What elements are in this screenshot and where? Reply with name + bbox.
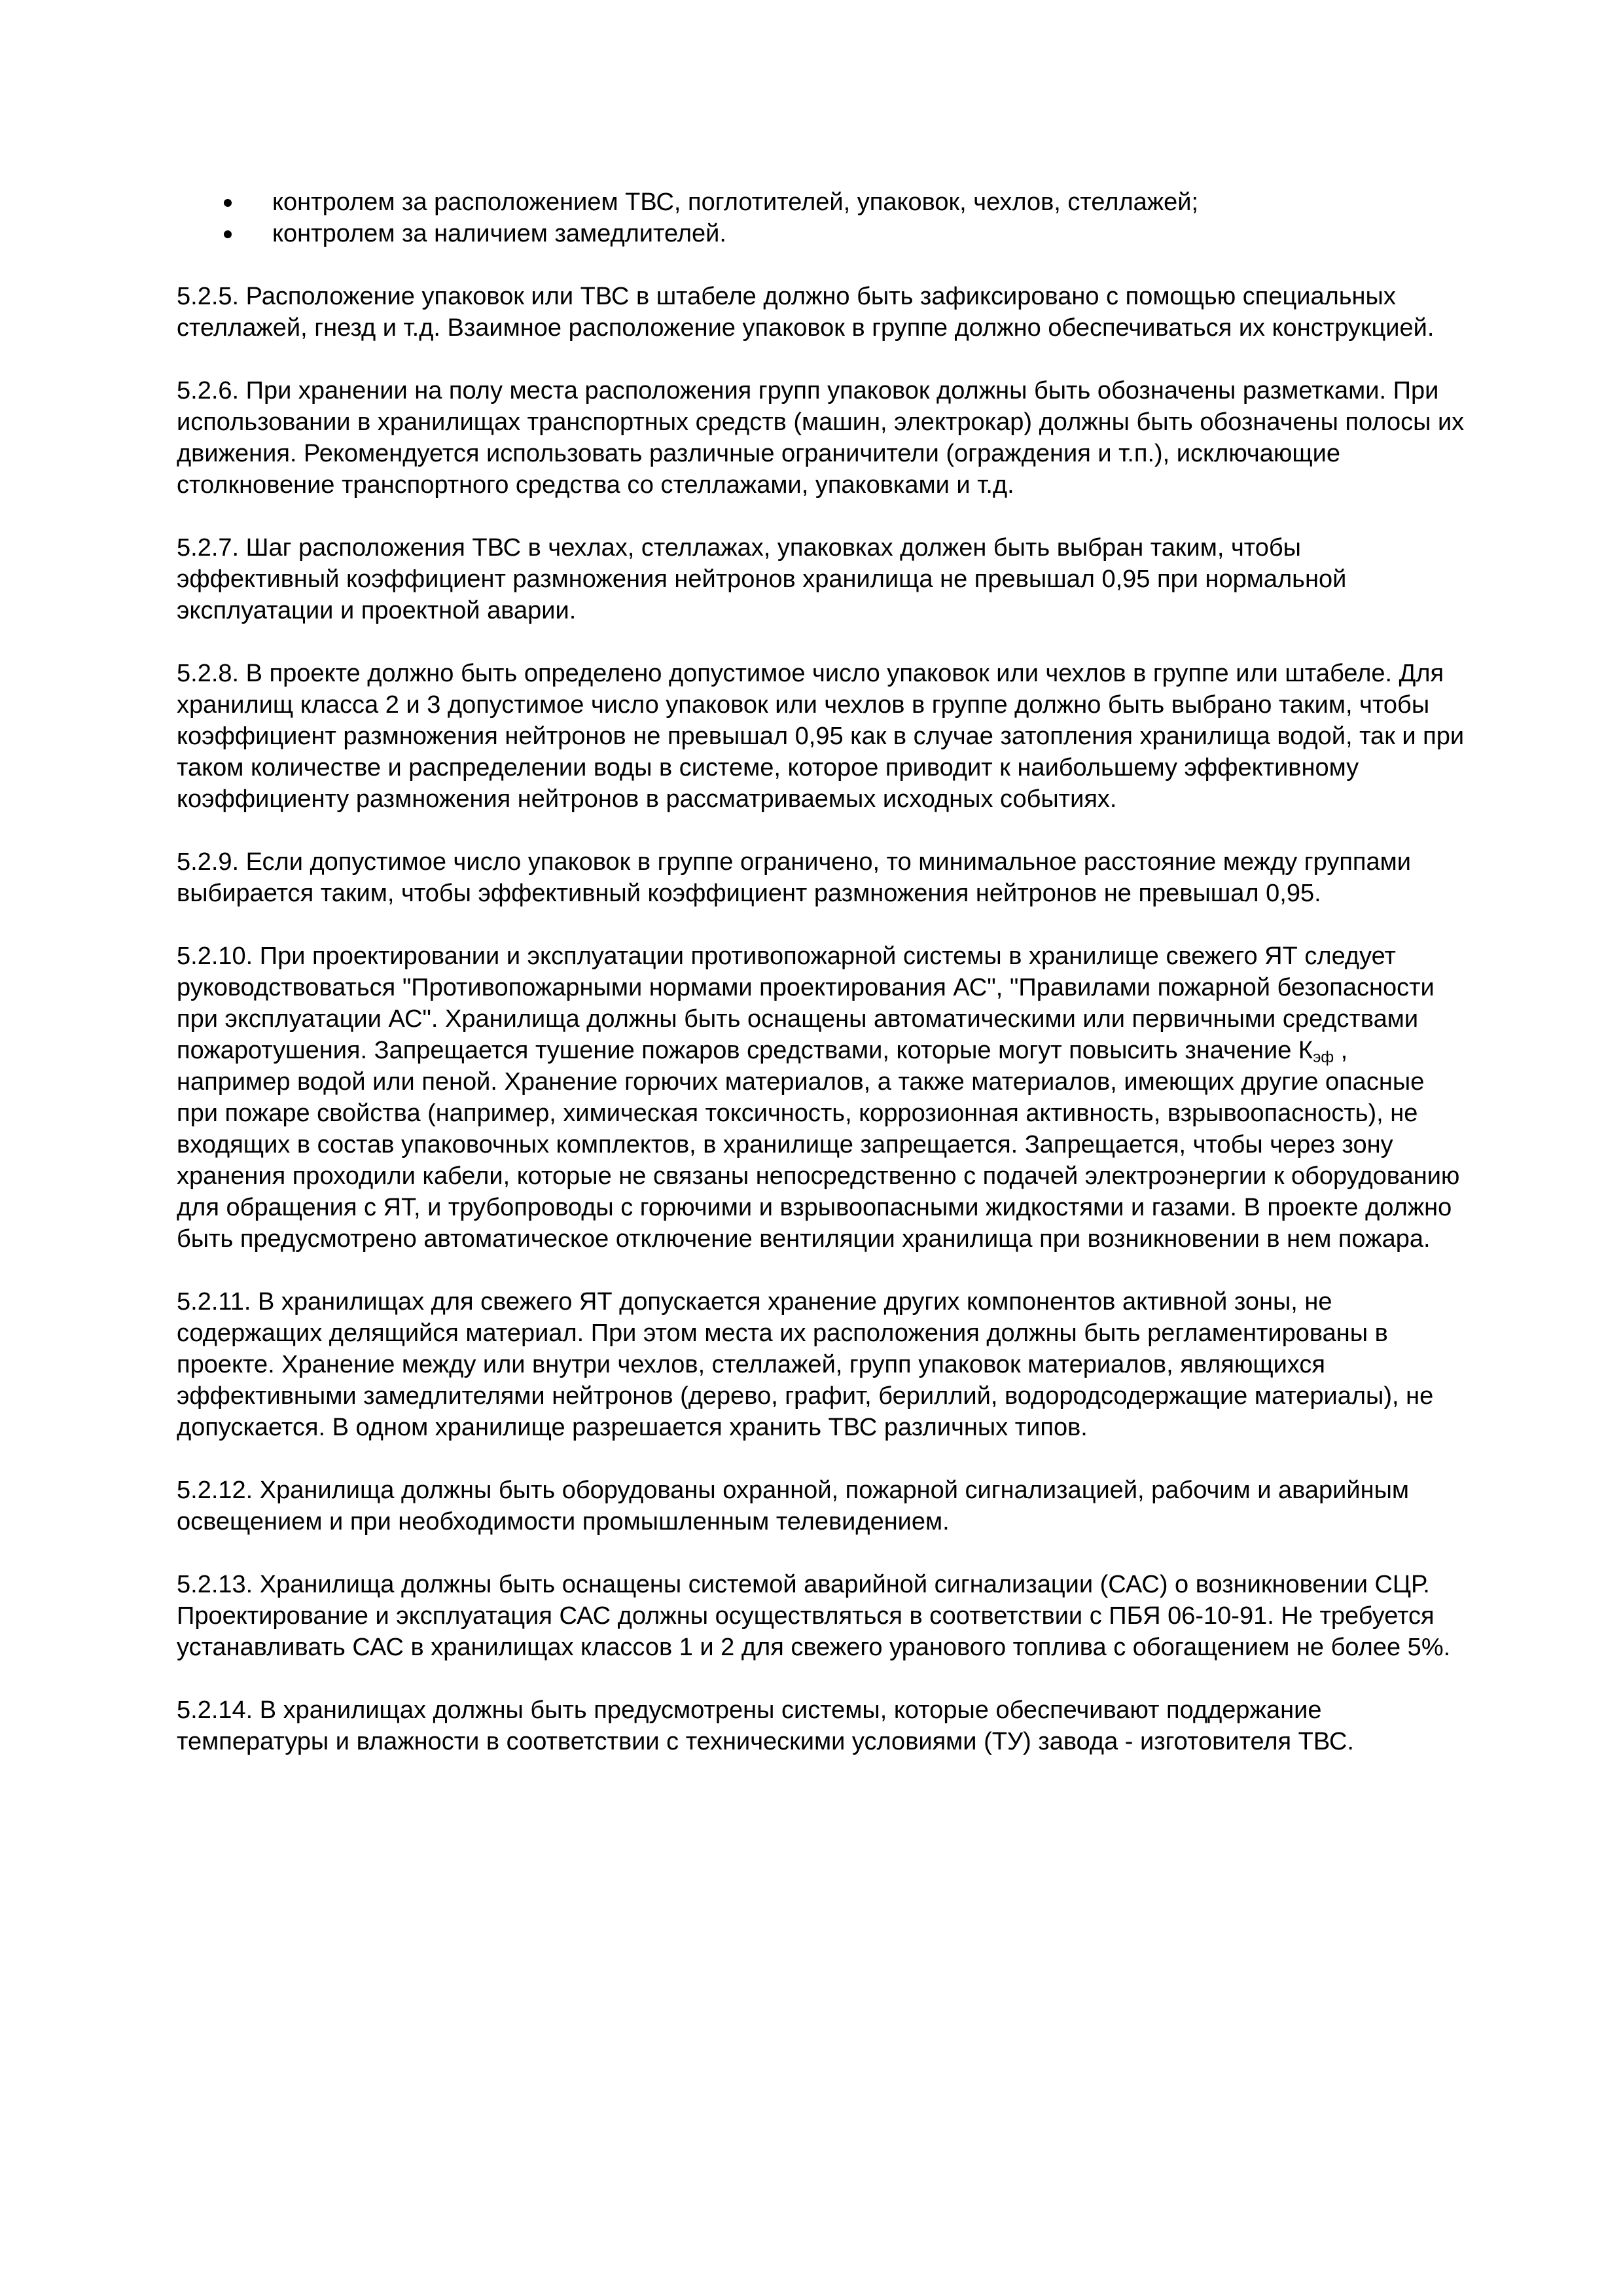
paragraph-5-2-10 [177, 941, 1466, 1255]
paragraph-5-2-6: 5.2.6. При хранении на полу места расположения групп упаковок должны быть обозначены разметками. При использовании в хранилищах транспортных средств (машин, электрокар) должны быть обозначены полосы их движения. Рекомендуется использовать различные ограничители (ограждения и т.п.), исключающие столкновение транспортного средства со стеллажами, упаковками и т.д. [177, 377, 1465, 499]
paragraph-5-2-9: 5.2.9. Если допустимое число упаковок в группе ограничено, то минимальное расстояние между группами выбирается таким, чтобы эффективный коэффициент размножения нейтронов не превышал 0,95. [177, 848, 1411, 907]
paragraph-text-part: , например водой или пеной. Хранение горючих материалов, а также материалов, имеющих другие опасные при пожаре свойства (например, химическая токсичность, коррозионная активность, взрывоопасность), не входящих в состав упаковочных комплектов, в хранилище запрещается. Запрещается, чтобы через зону хранения проходили кабели, которые не связаны непосредственно с подачей электроэнергии к оборудованию для обращения с ЯТ, и трубопроводы с горючими и взрывоопасными жидкостями и газами. В проекте должно быть предусмотрено автоматическое отключение вентиляции хранилища при возникновении в нем пожара. [177, 1037, 1460, 1253]
list-item [177, 187, 1466, 218]
list-item [177, 218, 1466, 249]
paragraph-5-2-13: 5.2.13. Хранилища должны быть оснащены системой аварийной сигнализации (САС) о возникновении СЦР. Проектирование и эксплуатация САС должны осуществляться в соответствии с ПБЯ 06-10-91. Не требуется устанавливать САС в хранилищах классов 1 и 2 для свежего уранового топлива с обогащением не более 5%. [177, 1571, 1451, 1661]
paragraph-5-2-5: 5.2.5. Расположение упаковок или ТВС в штабеле должно быть зафиксировано с помощью специальных стеллажей, гнезд и т.д. Взаимное расположение упаковок в группе должно обеспечиваться их конструкцией. [177, 283, 1435, 342]
k-eff-subscript: эф [1313, 1049, 1334, 1066]
paragraph-text-part: 5.2.10. При проектировании и эксплуатации противопожарной системы в хранилище свежего ЯТ следует руководствоваться "Противопожарными нормами проектирования АС", "Правилами пожарной безопасности при эксплуатации АС". Хранилища должны быть оснащены автоматическими или первичными средствами пожаротушения. Запрещается тушение пожаров средствами, которые могут повысить значение К [177, 942, 1435, 1064]
bullet-icon [224, 199, 232, 207]
paragraph-5-2-8: 5.2.8. В проекте должно быть определено допустимое число упаковок или чехлов в группе или штабеле. Для хранилищ класса 2 и 3 допустимое число упаковок или чехлов в группе должно быть выбрано таким, чтобы коэффициент размножения нейтронов не превышал 0,95 как в случае затопления хранилища водой, так и при таком количестве и распределении воды в системе, которое приводит к наибольшему эффективному коэффициенту размножения нейтронов в рассматриваемых исходных событиях. [177, 660, 1465, 813]
bullet-list [177, 187, 1466, 249]
list-item-text: контролем за расположением ТВС, поглотителей, упаковок, чехлов, стеллажей; [272, 188, 1199, 216]
paragraph-5-2-12: 5.2.12. Хранилища должны быть оборудованы охранной, пожарной сигнализацией, рабочим и аварийным освещением и при необходимости промышленным телевидением. [177, 1477, 1410, 1535]
paragraph-5-2-11: 5.2.11. В хранилищах для свежего ЯТ допускается хранение других компонентов активной зоны, не содержащих делящийся материал. При этом места их расположения должны быть регламентированы в проекте. Хранение между или внутри чехлов, стеллажей, групп упаковок материалов, являющихся эффективными замедлителями нейтронов (дерево, графит, бериллий, водородсодержащие материалы), не допускается. В одном хранилище разрешается хранить ТВС различных типов. [177, 1288, 1434, 1441]
paragraph-5-2-14: 5.2.14. В хранилищах должны быть предусмотрены системы, которые обеспечивают поддержание температуры и влажности в соответствии с техническими условиями (ТУ) завода - изготовителя ТВС. [177, 1696, 1354, 1755]
paragraph-5-2-7: 5.2.7. Шаг расположения ТВС в чехлах, стеллажах, упаковках должен быть выбран таким, чтобы эффективный коэффициент размножения нейтронов хранилища не превышал 0,95 при нормальной эксплуатации и проектной аварии. [177, 534, 1347, 624]
list-item-text: контролем за наличием замедлителей. [272, 220, 726, 247]
bullet-icon [224, 230, 232, 238]
document-body [177, 187, 1466, 1757]
